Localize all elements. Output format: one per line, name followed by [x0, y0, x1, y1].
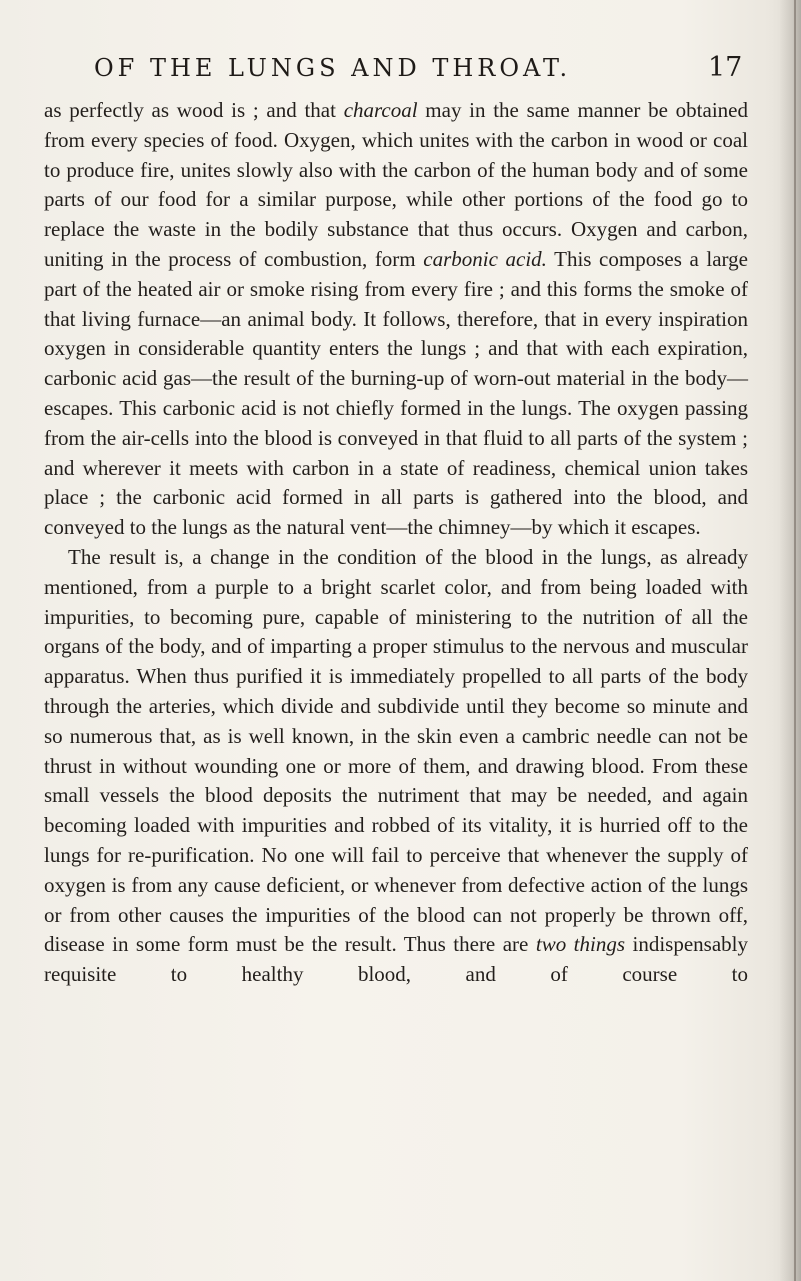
- page-edge-line: [794, 0, 796, 1281]
- page-edge-shadow: [779, 0, 801, 1281]
- paragraph-1-text-2: may in the same manner be obtained from every species of food. Oxygen, which unites with the carbon in wood or coal to produce fire, unites slowly also with the carbon of the human body and of some parts of our food for a similar purpose, while other portions of the food go to replace the waste in the bodily substance that thus occurs. Oxygen and carbon, uniting in the process of combustion, form: [44, 98, 748, 271]
- paragraph-1: [44, 96, 748, 543]
- paragraph-2-italic-two-things: two things: [535, 932, 626, 957]
- paragraph-2-text-2: indispensably requisite to healthy blood, and of course to: [44, 932, 749, 987]
- paragraph-1-italic-carbonic-acid: carbonic acid.: [423, 246, 547, 271]
- paragraph-2: [44, 543, 748, 990]
- paragraph-2-text-1: The result is, a change in the condition of the blood in the lungs, as already mentioned, from a purple to a bright scarlet color, and from being loaded with impurities, to becoming pure, capable of ministering to the nutrition of all the organs of the body, and of imparting a proper stimulus to the nervous and muscular apparatus. When thus purified it is immediately propelled to all parts of the body through the arteries, which divide and subdivide until they become so minute and so numerous that, as is well known, in the skin even a cambric needle can not be thrust in without wounding one or more of them, and drawing blood. From these small vessels the blood deposits the nutriment that may be needed, and again becoming loaded with impurities and robbed of its vitality, it is hurried off to the lungs for re-purification. No one will fail to perceive that whenever the supply of oxygen is from any cause deficient, or whenever from defective action of the lungs or from other causes the impurities of the blood can not properly be thrown off, disease in some form must be the result. Thus there are: [44, 544, 748, 957]
- paragraph-1-text-1: as perfectly as wood is ; and that: [44, 98, 344, 122]
- paragraph-1-italic-charcoal: charcoal: [343, 98, 418, 122]
- body-text: [44, 96, 748, 990]
- page-number: 17: [708, 52, 743, 83]
- paragraph-1-text-3: This composes a large part of the heated air or smoke rising from every fire ; and this forms the smoke of that living furnace—an animal body. It follows, therefore, that in every inspiration oxygen in considerable quantity enters the lungs ; and that with each expiration, carbonic acid gas—the result of the burning-up of worn-out material in the body—escapes. This carbonic acid is not chiefly formed in the lungs. The oxygen passing from the air-cells into the blood is conveyed in that fluid to all parts of the system ; and wherever it meets with carbon in a state of readiness, chemical union takes place ; the carbonic acid formed in all parts is gathered into the blood, and conveyed to the lungs as the natural vent—the chimney—by which it escapes.: [44, 246, 748, 540]
- running-head: [0, 51, 801, 85]
- running-head-title: OF THE LUNGS AND THROAT.: [94, 54, 572, 82]
